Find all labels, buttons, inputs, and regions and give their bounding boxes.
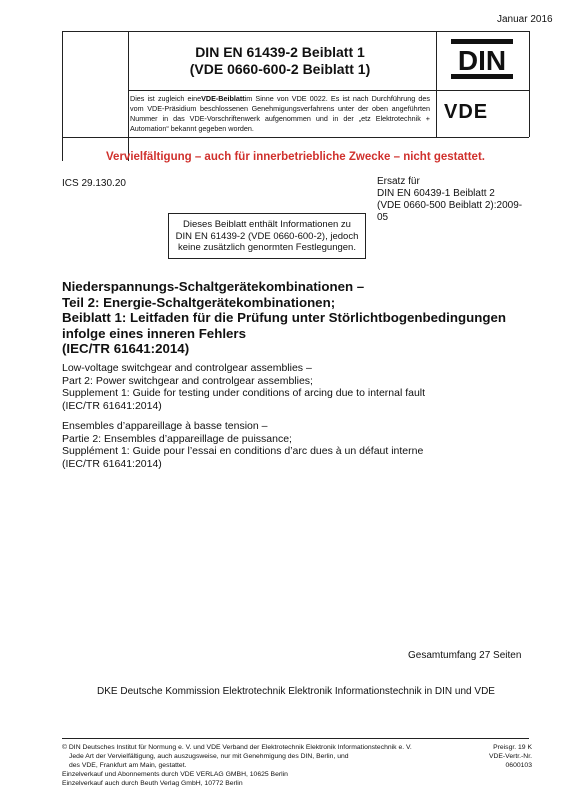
vde-logo: VDE (444, 101, 489, 123)
english-title (62, 362, 532, 412)
german-title-line: infolge eines inneren Fehlers (62, 325, 246, 341)
total-pages: Gesamtumfang 27 Seiten (408, 650, 522, 661)
din-logo (446, 37, 518, 81)
copyright-line: Einzelverkauf und Abonnements durch VDE VERLAG GMBH, 10625 Berlin (62, 771, 288, 778)
german-title-line: Niederspannungs-Schaltgerätekombinationen – (62, 279, 365, 294)
divider (128, 90, 529, 91)
vde-note (130, 94, 430, 134)
footer-divider (62, 738, 529, 739)
info-line: DIN EN 61439-2 (VDE 0660-600-2), jedoch (175, 230, 359, 242)
dke-line: DKE Deutsche Kommission Elektrotechnik Elektronik Informationstechnik in DIN und VDE (97, 686, 495, 697)
replacement-line: Ersatz für (377, 176, 420, 187)
title-line-1: DIN EN 61439-2 Beiblatt 1 (195, 44, 365, 60)
logo-divider (436, 31, 437, 137)
french-title-line: (IEC/TR 61641:2014) (62, 457, 162, 470)
info-box (168, 213, 366, 259)
order-number: VDE-Vertr.-Nr. 0600103 (488, 753, 532, 769)
divider (62, 137, 529, 138)
german-title-line: (IEC/TR 61641:2014) (62, 341, 190, 356)
title-line-2: (VDE 0660-600-2 Beiblatt 1) (189, 61, 371, 77)
document-title (130, 44, 430, 78)
german-title-line: Teil 2: Energie-Schaltgerätekombinationen; (62, 294, 336, 310)
english-title-line: Part 2: Power switchgear and controlgear assemblies; (62, 374, 313, 387)
top-border (62, 31, 529, 32)
replacement-note (377, 176, 537, 224)
copyright-line: © DIN Deutsches Institut für Normung e. V. und VDE Verband der Elektrotechnik Elektronik Informationstechnik e. V. (62, 744, 412, 751)
info-line: keine zusätzlich genormten Festlegungen. (178, 242, 356, 253)
left-border (62, 31, 63, 161)
info-line: Dieses Beiblatt enthält Informationen zu (183, 219, 351, 230)
vde-note-text: im Sinne von VDE 0022. Es ist nach Durchführung des vom VDE-Präsidium beschlossenen Genehmigungsverfahrens unter der oben angeführten Nummer in das VDE-Vorschriftenwerk aufgenommen und in der „etz Elektrotechnik + Automation“ bekannt gegeben worden. (130, 94, 430, 133)
ics-code: ICS 29.130.20 (62, 178, 126, 189)
inner-border (128, 31, 129, 161)
english-title-line: (IEC/TR 61641:2014) (62, 399, 162, 412)
replacement-line: 05 (377, 212, 389, 223)
french-title-line: Supplément 1: Guide pour l’essai en conditions d’arc dues à un défaut interne (62, 445, 424, 457)
copyright-line: des VDE, Frankfurt am Main, gestattet. (69, 762, 187, 769)
din-logo-text: DIN (457, 45, 507, 76)
price-group: Preisgr. 19 K (493, 744, 532, 751)
french-title-line: Partie 2: Ensembles d’appareillage de puissance; (62, 432, 292, 445)
german-title (62, 279, 532, 357)
copyright-line: Jede Art der Vervielfältigung, auch auszugsweise, nur mit Genehmigung des DIN, Berlin, und (69, 753, 349, 760)
french-title (62, 420, 532, 470)
vde-note-text: Dies ist zugleich eine (130, 94, 202, 103)
replacement-line: (VDE 0660-500 Beiblatt 2):2009- (377, 200, 523, 211)
publication-date: Januar 2016 (497, 14, 553, 25)
english-title-line: Supplement 1: Guide for testing under conditions of arcing due to internal fault (62, 387, 426, 399)
price-info (462, 743, 532, 770)
copyright-notice (62, 743, 457, 788)
german-title-line: Beiblatt 1: Leitfaden für die Prüfung unter Störlichtbogenbedingungen (62, 310, 506, 325)
copy-warning: Vervielfältigung – auch für innerbetriebliche Zwecke – nicht gestattet. (106, 151, 485, 163)
french-title-line: Ensembles d’appareillage à basse tension – (62, 420, 268, 432)
right-border (529, 31, 530, 137)
english-title-line: Low-voltage switchgear and controlgear assemblies – (62, 362, 312, 374)
copyright-line: Einzelverkauf auch durch Beuth Verlag GmbH, 10772 Berlin (62, 780, 243, 787)
vde-note-emphasis: VDE-Beiblatt (201, 94, 245, 103)
replacement-line: DIN EN 60439-1 Beiblatt 2 (377, 188, 495, 199)
